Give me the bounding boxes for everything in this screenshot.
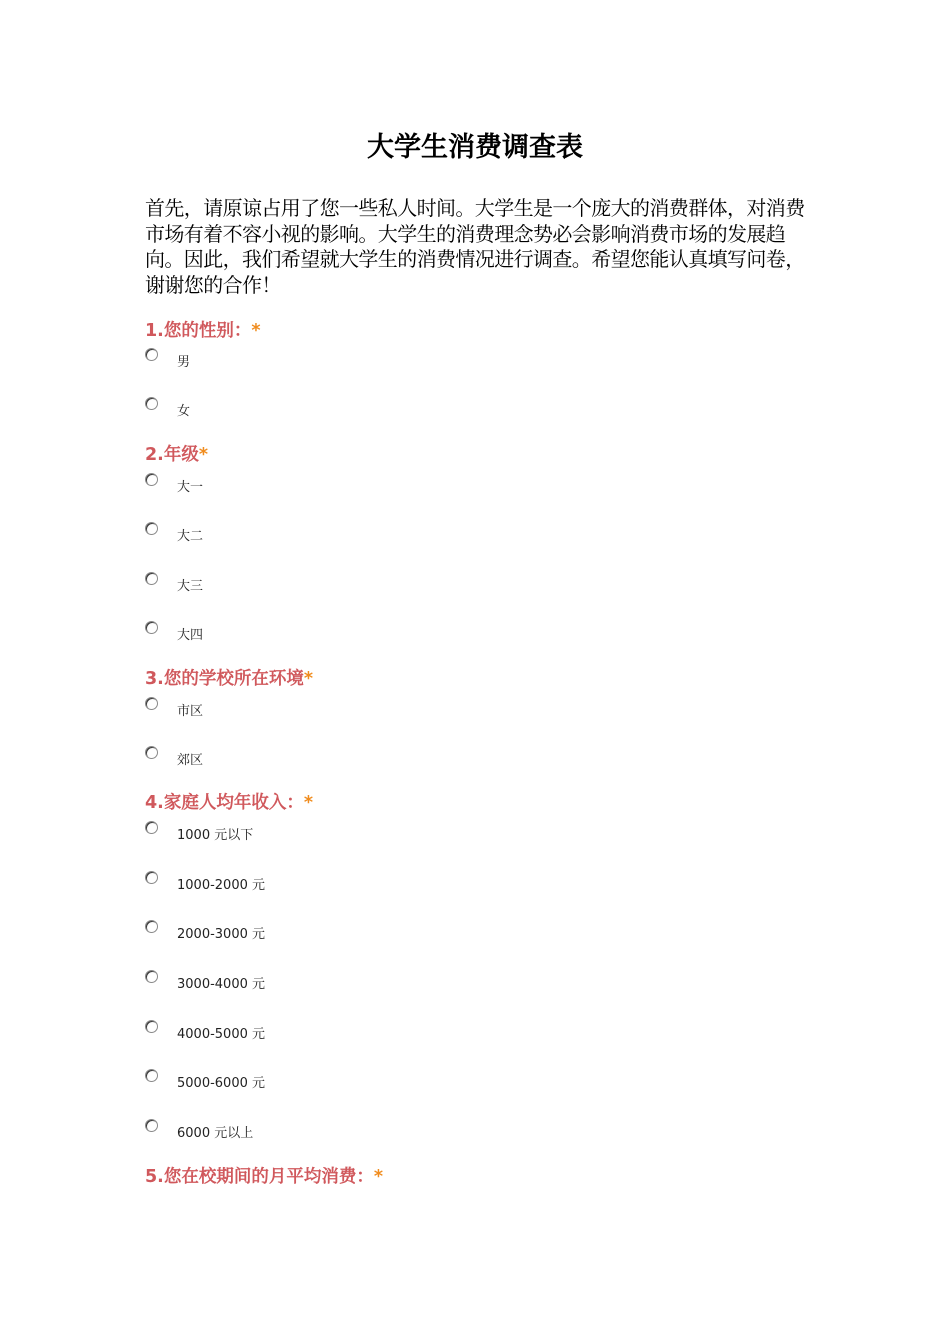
option-q3-suburban[interactable] xyxy=(145,746,545,774)
radio-button-icon[interactable] xyxy=(145,1020,158,1033)
page-title: 大学生消费调查表 xyxy=(367,132,583,163)
option-label: 大二 xyxy=(177,529,204,544)
radio-button-icon[interactable] xyxy=(145,621,158,634)
question-3-title xyxy=(145,667,313,691)
question-2-label: 2.年级 xyxy=(145,445,199,465)
required-marker: * xyxy=(373,1167,383,1187)
option-label: 市区 xyxy=(177,704,204,719)
radio-button-icon[interactable] xyxy=(145,970,158,983)
option-label: 3000-4000 元 xyxy=(177,977,265,992)
radio-button-icon[interactable] xyxy=(145,1069,158,1082)
question-4-title xyxy=(145,791,313,815)
option-q3-urban[interactable] xyxy=(145,697,545,725)
option-q2-junior[interactable] xyxy=(145,572,545,600)
option-label: 郊区 xyxy=(177,753,204,768)
option-label: 大一 xyxy=(177,480,204,495)
option-label: 1000 元以下 xyxy=(177,828,254,843)
radio-button-icon[interactable] xyxy=(145,821,158,834)
required-marker: * xyxy=(251,321,261,341)
option-q4-income-7[interactable] xyxy=(145,1119,545,1147)
radio-button-icon[interactable] xyxy=(145,397,158,410)
radio-button-icon[interactable] xyxy=(145,1119,158,1132)
option-q2-senior[interactable] xyxy=(145,621,545,649)
option-label: 女 xyxy=(177,404,191,419)
option-label: 大四 xyxy=(177,628,204,643)
option-q1-female[interactable] xyxy=(145,397,545,425)
option-label: 4000-5000 元 xyxy=(177,1027,265,1042)
question-1-label: 1.您的性别： xyxy=(145,321,252,341)
question-5-label: 5.您在校期间的月平均消费： xyxy=(145,1167,374,1187)
radio-button-icon[interactable] xyxy=(145,746,158,759)
option-q2-freshman[interactable] xyxy=(145,473,545,501)
question-4-label: 4.家庭人均年收入： xyxy=(145,793,304,813)
option-q1-male[interactable] xyxy=(145,348,545,376)
option-q4-income-1[interactable] xyxy=(145,821,545,849)
option-q4-income-6[interactable] xyxy=(145,1069,545,1097)
required-marker: * xyxy=(303,793,313,813)
radio-button-icon[interactable] xyxy=(145,572,158,585)
option-label: 大三 xyxy=(177,579,204,594)
option-q4-income-2[interactable] xyxy=(145,871,545,899)
question-2-title xyxy=(145,443,208,467)
radio-button-icon[interactable] xyxy=(145,522,158,535)
option-q2-sophomore[interactable] xyxy=(145,522,545,550)
radio-button-icon[interactable] xyxy=(145,920,158,933)
radio-button-icon[interactable] xyxy=(145,697,158,710)
option-label: 男 xyxy=(177,355,191,370)
option-q4-income-5[interactable] xyxy=(145,1020,545,1048)
required-marker: * xyxy=(198,445,208,465)
question-5-title xyxy=(145,1165,383,1189)
option-label: 5000-6000 元 xyxy=(177,1076,265,1091)
question-3-label: 3.您的学校所在环境 xyxy=(145,669,304,689)
required-marker: * xyxy=(303,669,313,689)
intro-paragraph: 首先，请原谅占用了您一些私人时间。大学生是一个庞大的消费群体，对消费市场有着不容小视的影响。大学生的消费理念势必会影响消费市场的发展趋向。因此，我们希望就大学生的消费情况进行调查。希望您能认真填写问卷，谢谢您的合作！ xyxy=(145,196,805,297)
option-q4-income-4[interactable] xyxy=(145,970,545,998)
radio-button-icon[interactable] xyxy=(145,473,158,486)
option-label: 2000-3000 元 xyxy=(177,927,265,942)
question-1-title xyxy=(145,319,260,343)
radio-button-icon[interactable] xyxy=(145,348,158,361)
option-label: 1000-2000 元 xyxy=(177,878,265,893)
option-label: 6000 元以上 xyxy=(177,1126,254,1141)
radio-button-icon[interactable] xyxy=(145,871,158,884)
option-q4-income-3[interactable] xyxy=(145,920,545,948)
